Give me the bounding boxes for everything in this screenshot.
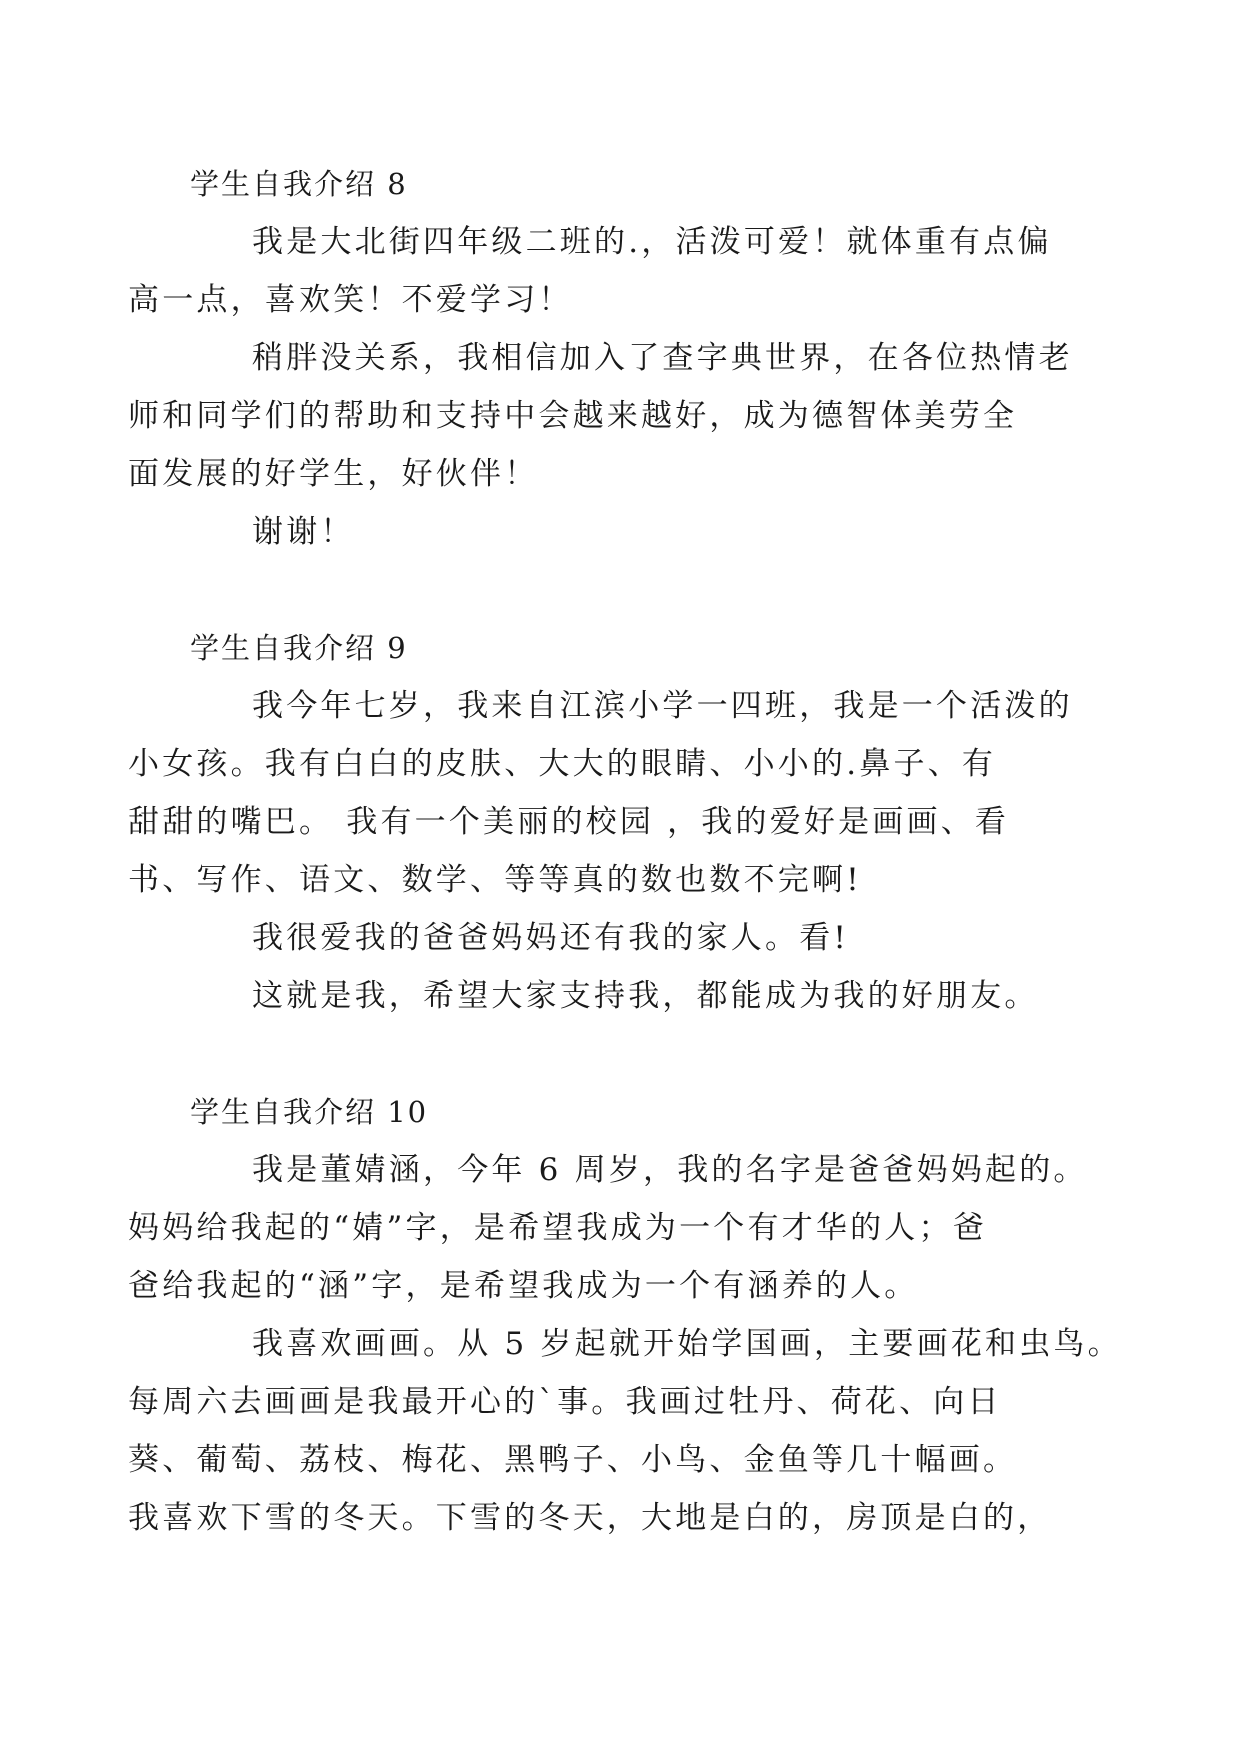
text-line: 我很爱我的爸爸妈妈还有我的家人。看! [252, 920, 850, 956]
text-line: 稍胖没关系，我相信加入了查字典世界，在各位热情老 [252, 340, 1073, 376]
text-line: 谢谢！ [252, 514, 355, 550]
paragraph [128, 329, 1073, 503]
section-heading: 学生自我介绍 9 [190, 631, 408, 665]
paragraph [128, 1141, 1088, 1315]
paragraph [190, 503, 1055, 561]
text-line: 葵、葡萄、荔枝、梅花、黑鸭子、小鸟、金鱼等几十幅画。 [128, 1442, 1018, 1478]
text-line: 面发展的好学生，好伙伴！ [128, 456, 539, 492]
document-page [128, 155, 1122, 1547]
text-line: 甜甜的嘴巴。 我有一个美丽的校园 ，我的爱好是画画、看 [128, 804, 1010, 840]
text-line: 小女孩。我有白白的皮肤、大大的眼睛、小小的.鼻子、有 [128, 746, 997, 782]
text-line: 我喜欢下雪的冬天。下雪的冬天，大地是白的，房顶是白的， [128, 1500, 1052, 1536]
text-line: 每周六去画画是我最开心的`事。我画过牡丹、荷花、向日 [128, 1384, 1002, 1420]
text-line: 爸给我起的“涵”字，是希望我成为一个有涵养的人。 [128, 1268, 919, 1304]
text-line: 高一点，喜欢笑！不爱学习！ [128, 282, 573, 318]
text-line: 这就是我，希望大家支持我，都能成为我的好朋友。 [252, 978, 1039, 1014]
paragraph [190, 967, 1055, 1025]
paragraph [128, 1315, 1122, 1547]
text-line: 我今年七岁，我来自江滨小学一四班，我是一个活泼的 [252, 688, 1073, 724]
text-line: 我是大北街四年级二班的.，活泼可爱！就体重有点偏 [252, 224, 1052, 260]
text-line: 师和同学们的帮助和支持中会越来越好，成为德智体美劳全 [128, 398, 1018, 434]
section-spacer [190, 1025, 1055, 1083]
section-spacer [190, 561, 1055, 619]
text-line: 我是董婧涵，今年 6 周岁，我的名字是爸爸妈妈起的。 [252, 1152, 1088, 1188]
paragraph [128, 677, 1073, 909]
paragraph [190, 909, 1055, 967]
text-line: 妈妈给我起的“婧”字，是希望我成为一个有才华的人；爸 [128, 1210, 987, 1246]
text-line: 书、写作、语文、数学、等等真的数也数不完啊! [128, 862, 862, 898]
section-heading: 学生自我介绍 8 [190, 167, 408, 201]
section-heading: 学生自我介绍 10 [190, 1095, 429, 1129]
paragraph [128, 213, 1055, 329]
text-line: 我喜欢画画。从 5 岁起就开始学国画，主要画花和虫鸟。 [252, 1326, 1122, 1362]
